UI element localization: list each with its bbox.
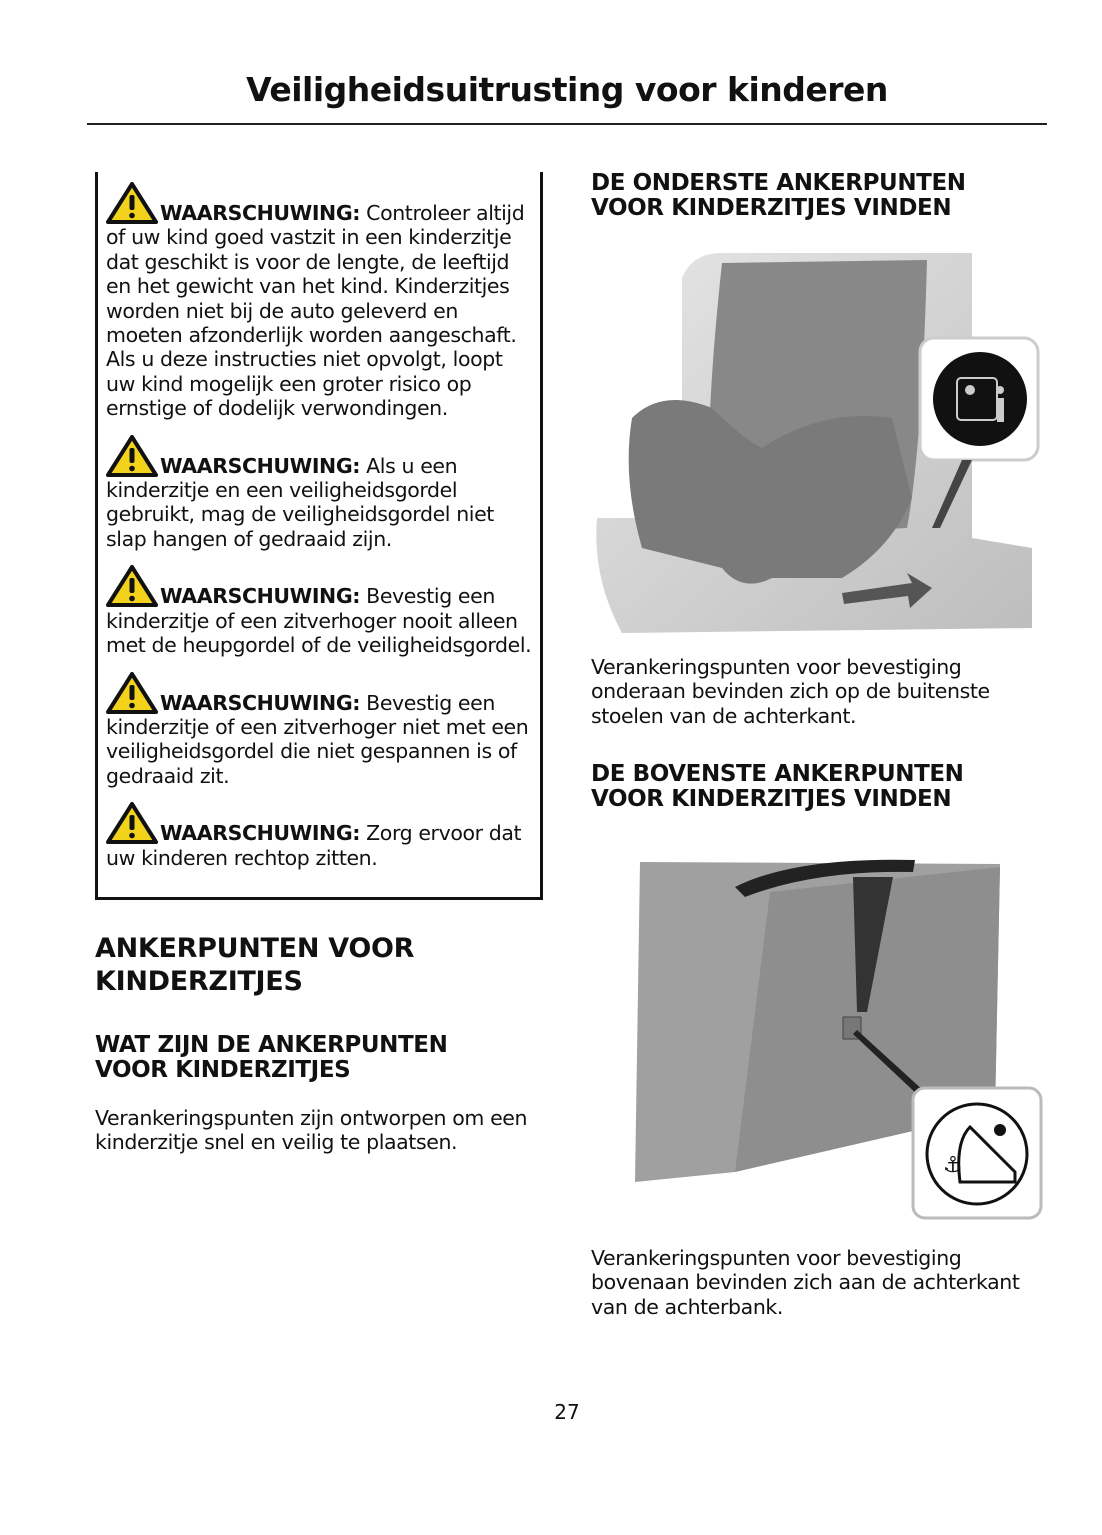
warning-triangle-icon — [106, 182, 158, 224]
body-text: Verankeringspunten zijn ontworpen om een kinderzitje snel en veilig te plaatsen. — [95, 1106, 528, 1155]
warning-label: WAARSCHUWING: — [160, 453, 361, 478]
warning-text: Zorg ervoor dat uw kinderen rechtop zitten. — [106, 821, 522, 870]
upper-anchor-caption: Verankeringspunten voor bevestiging bovenaan bevinden zich aan de achterkant van de achterbank. — [591, 1246, 1020, 1319]
header-divider — [87, 123, 1047, 125]
upper-anchor-illustration — [595, 852, 1045, 1222]
warning-text: Als u een kinderzitje en een veiligheidsgordel gebruikt, mag de veiligheidsgordel niet slap hangen of gedraaid zijn. — [106, 453, 494, 551]
warning-item — [106, 802, 534, 870]
svg-text:⚓: ⚓ — [943, 1153, 963, 1178]
warning-triangle-icon — [106, 435, 158, 477]
warning-triangle-icon — [106, 565, 158, 607]
subsection-heading: WAT ZIJN DE ANKERPUNTEN VOOR KINDERZITJES — [95, 1032, 448, 1083]
warning-triangle-icon — [106, 672, 158, 714]
lower-anchor-caption: Verankeringspunten voor bevestiging onderaan bevinden zich op de buitenste stoelen van de achterkant. — [591, 655, 990, 728]
lower-anchor-heading: DE ONDERSTE ANKERPUNTEN VOOR KINDERZITJES VINDEN — [591, 170, 966, 221]
warning-box — [95, 172, 543, 900]
warning-label: WAARSCHUWING: — [160, 201, 361, 225]
warning-text: Controleer altijd of uw kind goed vastzit in een kinderzitje dat geschikt is voor de lengte, de leeftijd en het gewicht van het kind. Kinderzitjes worden niet bij de auto geleverd en moeten afzonderlijk worden aangeschaft. Als u deze instructies niet opvolgt, loopt uw kind mogelijk een groter risico op ernstige of dodelijk verwondingen. — [106, 201, 525, 421]
warning-item — [106, 565, 534, 657]
warning-text: Bevestig een kinderzitje of een zitverhoger niet met een veiligheidsgordel die niet gespannen is of gedraaid zit. — [106, 690, 529, 788]
warning-item — [106, 182, 534, 421]
warning-label: WAARSCHUWING: — [160, 821, 361, 846]
section-heading: ANKERPUNTEN VOOR KINDERZITJES — [95, 933, 415, 997]
warning-item — [106, 435, 534, 552]
warning-label: WAARSCHUWING: — [160, 584, 361, 609]
lower-anchor-illustration — [592, 248, 1042, 633]
page-title: Veiligheidsuitrusting voor kinderen — [246, 70, 888, 109]
warning-label: WAARSCHUWING: — [160, 690, 361, 715]
page-number: 27 — [554, 1400, 580, 1424]
warning-triangle-icon — [106, 802, 158, 844]
warning-item — [106, 672, 534, 789]
warning-text: Bevestig een kinderzitje of een zitverhoger nooit alleen met de heupgordel of de veiligheidsgordel. — [106, 584, 532, 658]
upper-anchor-heading: DE BOVENSTE ANKERPUNTEN VOOR KINDERZITJES VINDEN — [591, 761, 964, 812]
